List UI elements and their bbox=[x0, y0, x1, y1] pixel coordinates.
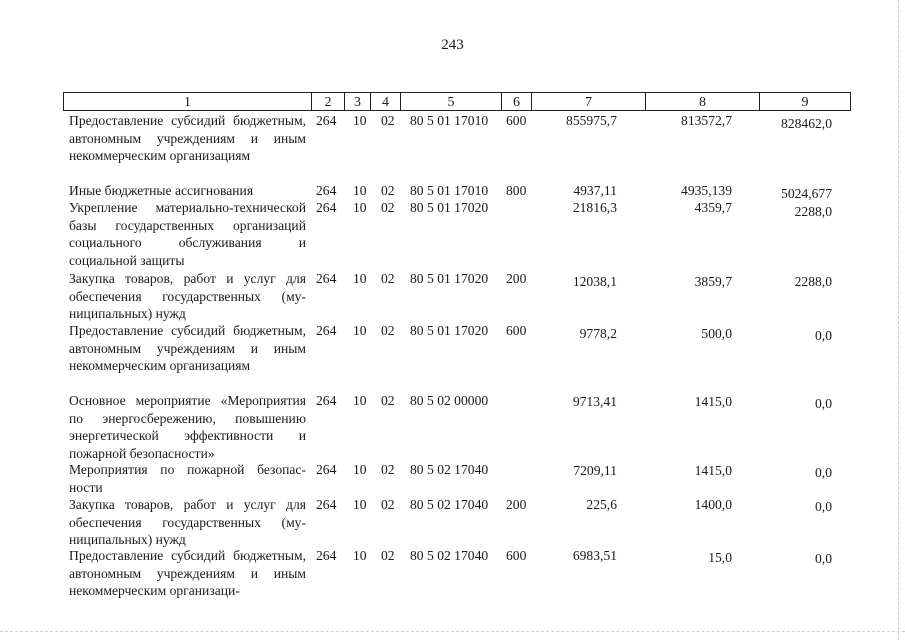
cell-col-9: 0,0 bbox=[815, 396, 832, 411]
cell-col-6: 600 bbox=[506, 323, 527, 338]
cell-col-8: 1415,0 bbox=[694, 463, 732, 478]
cell-col-6: 200 bbox=[506, 497, 527, 512]
cell-col-7: 9713,41 bbox=[572, 394, 617, 409]
cell-col-8: 15,0 bbox=[708, 550, 732, 565]
cell-col-4: 02 bbox=[381, 462, 395, 477]
cell-col-4: 02 bbox=[381, 271, 395, 286]
cell-col-3: 10 bbox=[353, 462, 367, 477]
cell-col-8: 4359,7 bbox=[694, 200, 732, 215]
page-number: 243 bbox=[441, 37, 464, 53]
row-name: Закупка товаров, работ и услуг для обеспечения государственных (муниципальных) нужд bbox=[69, 271, 306, 321]
header-col-5: 5 bbox=[400, 92, 501, 111]
cell-col-5: 80 5 01 17020 bbox=[410, 200, 489, 215]
cell-col-4: 02 bbox=[381, 113, 395, 128]
cell-col-3: 10 bbox=[353, 497, 367, 512]
cell-col-7: 9778,2 bbox=[579, 326, 617, 341]
cell-col-7: 855975,7 bbox=[566, 113, 617, 128]
table-header bbox=[63, 92, 851, 111]
cell-col-7: 6983,51 bbox=[572, 548, 617, 563]
cell-col-8: 813572,7 bbox=[681, 113, 732, 128]
cell-col-2: 264 bbox=[316, 200, 337, 215]
scan-edge-right bbox=[898, 0, 899, 640]
row-name: Мероприятия по пожарной безопасности bbox=[69, 462, 306, 495]
header-col-1: 1 bbox=[63, 92, 311, 111]
cell-col-6: 200 bbox=[506, 271, 527, 286]
cell-col-4: 02 bbox=[381, 183, 395, 198]
header-col-3: 3 bbox=[344, 92, 370, 111]
cell-col-6: 600 bbox=[506, 113, 527, 128]
cell-col-2: 264 bbox=[316, 271, 337, 286]
cell-col-8: 1415,0 bbox=[694, 394, 732, 409]
cell-col-8: 4935,139 bbox=[681, 183, 732, 198]
cell-col-2: 264 bbox=[316, 548, 337, 563]
cell-col-9: 0,0 bbox=[815, 328, 832, 343]
cell-col-7: 4937,11 bbox=[573, 183, 617, 198]
row-name: Предоставление субсидий бюджетным, автономным учреждениям и иным некоммерческим организациям bbox=[69, 323, 306, 373]
cell-col-4: 02 bbox=[381, 497, 395, 512]
cell-col-3: 10 bbox=[353, 183, 367, 198]
scan-edge-bottom bbox=[0, 631, 905, 632]
cell-col-8: 3859,7 bbox=[694, 274, 732, 289]
cell-col-3: 10 bbox=[353, 200, 367, 215]
cell-col-5: 80 5 01 17010 bbox=[410, 183, 489, 198]
cell-col-3: 10 bbox=[353, 393, 367, 408]
cell-col-2: 264 bbox=[316, 323, 337, 338]
header-col-8: 8 bbox=[645, 92, 759, 111]
cell-col-7: 12038,1 bbox=[572, 274, 617, 289]
header-col-6: 6 bbox=[501, 92, 531, 111]
cell-col-5: 80 5 01 17020 bbox=[410, 271, 489, 286]
cell-col-9: 5024,677 bbox=[781, 186, 832, 201]
cell-col-2: 264 bbox=[316, 393, 337, 408]
header-col-9: 9 bbox=[759, 92, 851, 111]
row-name: Предоставление субсидий бюджетным, автономным учреждениям и иным некоммерческим организациям bbox=[69, 113, 306, 163]
header-col-7: 7 bbox=[531, 92, 645, 111]
cell-col-5: 80 5 01 17010 bbox=[410, 113, 489, 128]
cell-col-7: 21816,3 bbox=[572, 200, 617, 215]
cell-col-4: 02 bbox=[381, 548, 395, 563]
cell-col-8: 500,0 bbox=[701, 326, 732, 341]
cell-col-4: 02 bbox=[381, 323, 395, 338]
cell-col-3: 10 bbox=[353, 548, 367, 563]
row-name: Укрепление материально-технической базы государственных организаций социального обслуживания и социальной защиты bbox=[69, 200, 306, 268]
cell-col-2: 264 bbox=[316, 183, 337, 198]
cell-col-3: 10 bbox=[353, 323, 367, 338]
cell-col-5: 80 5 01 17020 bbox=[410, 323, 489, 338]
cell-col-2: 264 bbox=[316, 462, 337, 477]
header-col-2: 2 bbox=[311, 92, 344, 111]
cell-col-3: 10 bbox=[353, 113, 367, 128]
cell-col-4: 02 bbox=[381, 200, 395, 215]
cell-col-2: 264 bbox=[316, 113, 337, 128]
row-name: Основное мероприятие «Мероприятия по энергосбережению, повышению энергетической эффективности и пожарной безопасности» bbox=[69, 393, 306, 461]
cell-col-9: 0,0 bbox=[815, 499, 832, 514]
cell-col-9: 2288,0 bbox=[794, 204, 832, 219]
row-name: Иные бюджетные ассигнования bbox=[69, 183, 254, 198]
row-name: Предоставление субсидий бюджетным, автономным учреждениям и иным некоммерческим организаци- bbox=[69, 548, 306, 598]
cell-col-9: 0,0 bbox=[815, 465, 832, 480]
cell-col-7: 7209,11 bbox=[573, 463, 617, 478]
cell-col-7: 225,6 bbox=[586, 497, 617, 512]
header-col-4: 4 bbox=[370, 92, 400, 111]
cell-col-9: 2288,0 bbox=[794, 274, 832, 289]
cell-col-8: 1400,0 bbox=[694, 497, 732, 512]
row-name: Закупка товаров, работ и услуг для обеспечения государственных (муниципальных) нужд bbox=[69, 497, 306, 547]
cell-col-5: 80 5 02 00000 bbox=[410, 393, 489, 408]
cell-col-5: 80 5 02 17040 bbox=[410, 497, 489, 512]
cell-col-5: 80 5 02 17040 bbox=[410, 462, 489, 477]
cell-col-9: 828462,0 bbox=[781, 116, 832, 131]
cell-col-6: 600 bbox=[506, 548, 527, 563]
cell-col-4: 02 bbox=[381, 393, 395, 408]
cell-col-5: 80 5 02 17040 bbox=[410, 548, 489, 563]
cell-col-6: 800 bbox=[506, 183, 527, 198]
cell-col-3: 10 bbox=[353, 271, 367, 286]
cell-col-2: 264 bbox=[316, 497, 337, 512]
cell-col-9: 0,0 bbox=[815, 551, 832, 566]
